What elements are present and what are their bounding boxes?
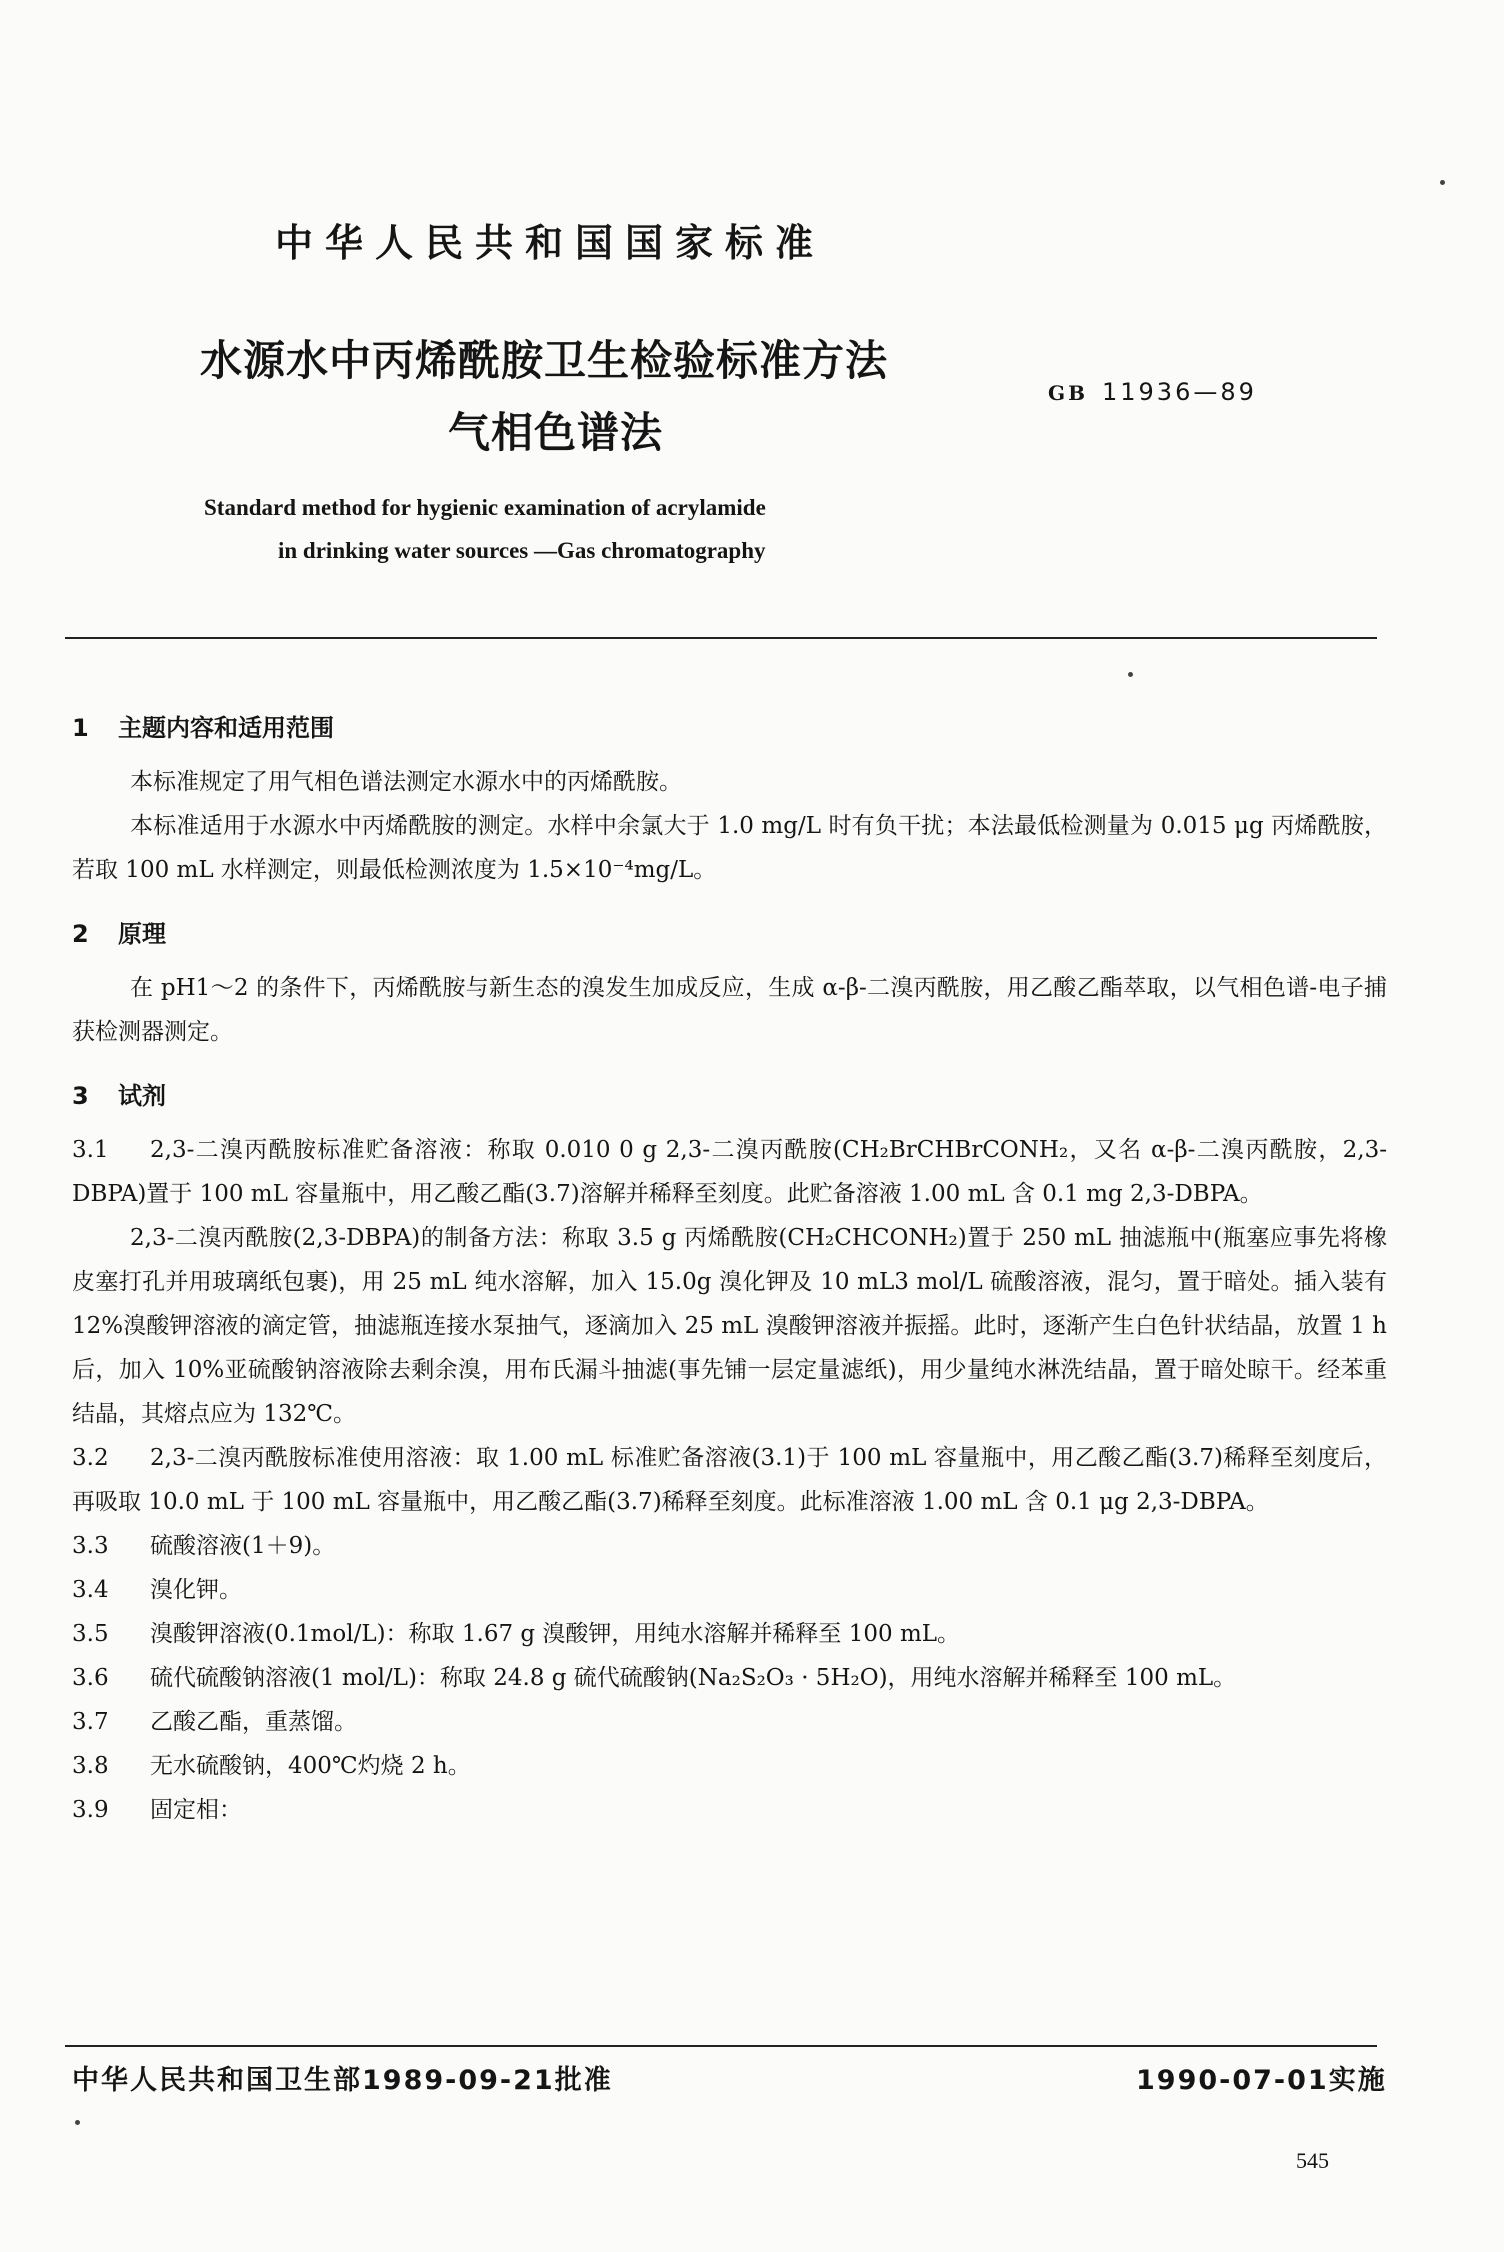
section-number: 2 — [72, 920, 89, 948]
reagent-item — [72, 1788, 1387, 1832]
effective-date: 1990-07-01实施 — [1136, 2065, 1387, 2096]
item-number: 3.6 — [72, 1665, 109, 1691]
footer-divider — [65, 2045, 1377, 2047]
reagent-item — [72, 1700, 1387, 1744]
standard-code — [1048, 378, 1257, 406]
item-text: 2,3-二溴丙酰胺标准贮备溶液：称取 0.010 0 g 2,3-二溴丙酰胺(CH₂BrCHBrCONH₂，又名 α-β-二溴丙酰胺，2,3-DBPA)置于 100 mL 容量瓶中，用乙酸乙酯(3.7)溶解并稀释至刻度。此贮备溶液 1.00 mL 含 0.1 mg 2,3-DBPA。 — [72, 1137, 1387, 1207]
item-number: 3.7 — [72, 1709, 109, 1735]
header-divider — [65, 637, 1377, 639]
item-number: 3.1 — [72, 1137, 109, 1163]
item-text: 固定相： — [150, 1797, 242, 1823]
approval-line: 中华人民共和国卫生部1989-09-21批准 — [72, 2065, 613, 2096]
paragraph: 在 pH1～2 的条件下，丙烯酰胺与新生态的溴发生加成反应，生成 α-β-二溴丙酰胺，用乙酸乙酯萃取，以气相色谱-电子捕获检测器测定。 — [72, 975, 1387, 1045]
section-number: 3 — [72, 1082, 89, 1110]
reagent-item — [72, 1568, 1387, 1612]
reagent-item — [72, 1436, 1387, 1524]
paragraph: 本标准规定了用气相色谱法测定水源水中的丙烯酰胺。 — [130, 769, 682, 795]
english-title-line2: in drinking water sources —Gas chromatography — [278, 538, 766, 563]
item-number: 3.9 — [72, 1797, 109, 1823]
scan-speck — [1440, 180, 1445, 185]
scan-speck — [1128, 672, 1133, 677]
item-number: 3.3 — [72, 1533, 109, 1559]
paragraph: 2,3-二溴丙酰胺(2,3-DBPA)的制备方法：称取 3.5 g 丙烯酰胺(CH₂CHCONH₂)置于 250 mL 抽滤瓶中(瓶塞应事先将橡皮塞打孔并用玻璃纸包裹)，用 25 mL 纯水溶解，加入 15.0g 溴化钾及 10 mL3 mol/L 硫酸溶液，混匀，置于暗处。插入装有 12%溴酸钾溶液的滴定管，抽滤瓶连接水泵抽气，逐滴加入 25 mL 溴酸钾溶液并振摇。此时，逐渐产生白色针状结晶，放置 1 h 后，加入 10%亚硫酸钠溶液除去剩余溴，用布氏漏斗抽滤(事先铺一层定量滤纸)，用少量纯水淋洗结晶，置于暗处晾干。经苯重结晶，其熔点应为 132℃。 — [72, 1225, 1387, 1427]
item-number: 3.8 — [72, 1753, 109, 1779]
item-text: 溴酸钾溶液(0.1mol/L)：称取 1.67 g 溴酸钾，用纯水溶解并稀释至 100 mL。 — [150, 1621, 961, 1647]
item-text: 乙酸乙酯，重蒸馏。 — [150, 1709, 357, 1735]
reagent-item — [72, 1656, 1387, 1700]
section-title: 原理 — [118, 920, 166, 948]
paragraph: 本标准适用于水源水中丙烯酰胺的测定。水样中余氯大于 1.0 mg/L 时有负干扰；本法最低检测量为 0.015 μg 丙烯酰胺，若取 100 mL 水样测定，则最低检测浓度为 1.5×10⁻⁴mg/L。 — [72, 813, 1387, 883]
document-title: 水源水中丙烯酰胺卫生检验标准方法 — [200, 336, 889, 385]
national-standard-heading: 中华人民共和国国家标准 — [274, 221, 825, 265]
scan-speck — [75, 2120, 80, 2125]
item-number: 3.2 — [72, 1445, 109, 1471]
section-heading — [72, 912, 1387, 956]
section-number: 1 — [72, 714, 89, 742]
reagent-item — [72, 1128, 1387, 1216]
item-number: 3.5 — [72, 1621, 109, 1647]
english-title-line1: Standard method for hygienic examination of acrylamide — [204, 495, 766, 520]
item-text: 溴化钾。 — [150, 1577, 242, 1603]
page-number: 545 — [1296, 2148, 1329, 2173]
document-body — [72, 700, 1387, 1832]
standard-code-prefix: GB — [1048, 381, 1088, 405]
reagent-item — [72, 1524, 1387, 1568]
section-heading — [72, 1074, 1387, 1118]
reagent-item — [72, 1744, 1387, 1788]
standard-code-number: 11936—89 — [1101, 378, 1257, 406]
document-subtitle: 气相色谱法 — [448, 408, 664, 457]
item-text: 硫酸溶液(1＋9)。 — [150, 1533, 336, 1559]
item-number: 3.4 — [72, 1577, 109, 1603]
reagent-item — [72, 1612, 1387, 1656]
item-text: 2,3-二溴丙酰胺标准使用溶液：取 1.00 mL 标准贮备溶液(3.1)于 100 mL 容量瓶中，用乙酸乙酯(3.7)稀释至刻度后，再吸取 10.0 mL 于 100 mL 容量瓶中，用乙酸乙酯(3.7)稀释至刻度。此标准溶液 1.00 mL 含 0.1 μg 2,3-DBPA。 — [72, 1445, 1387, 1515]
item-text: 硫代硫酸钠溶液(1 mol/L)：称取 24.8 g 硫代硫酸钠(Na₂S₂O₃ · 5H₂O)，用纯水溶解并稀释至 100 mL。 — [150, 1665, 1237, 1691]
item-text: 无水硫酸钠，400℃灼烧 2 h。 — [150, 1753, 471, 1779]
section-heading — [72, 706, 1387, 750]
section-title: 主题内容和适用范围 — [118, 714, 334, 742]
section-title: 试剂 — [118, 1082, 166, 1110]
